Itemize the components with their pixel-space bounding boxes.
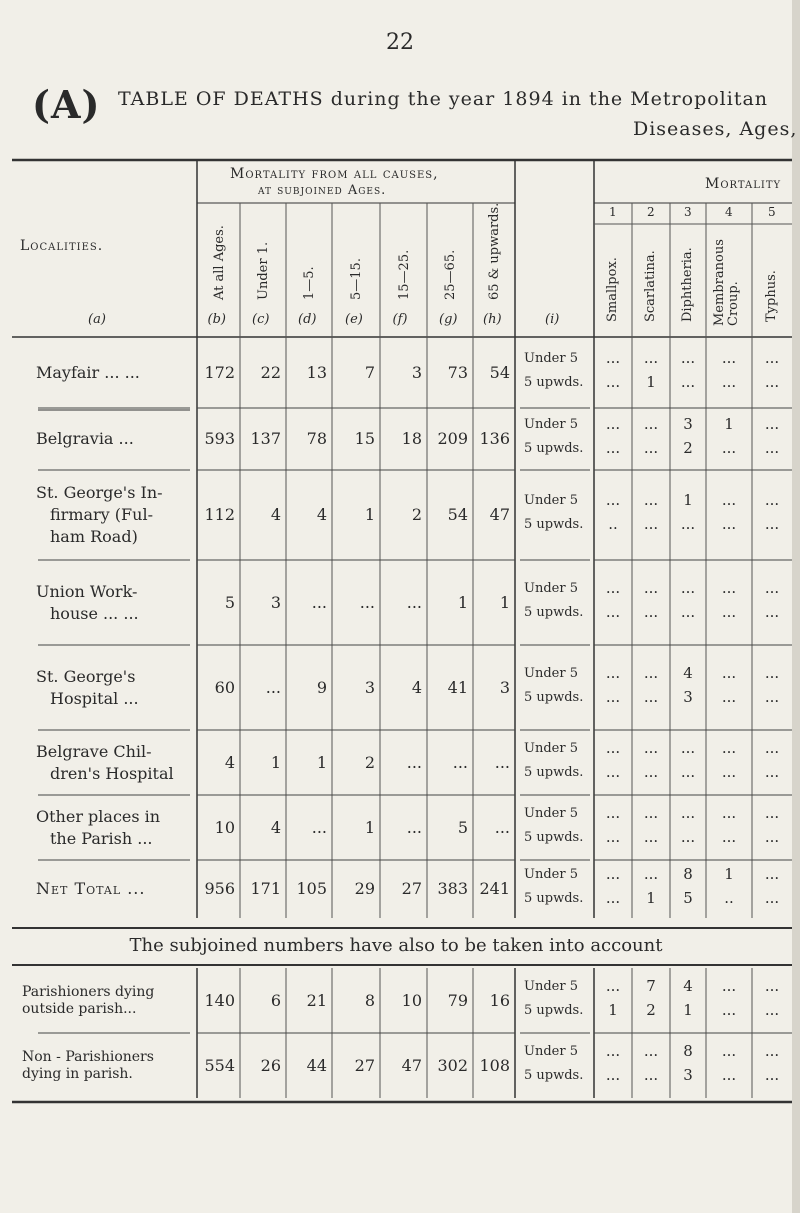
disease-col-header: Smallpox. [605, 257, 620, 322]
disease-value-upwards: ... [764, 687, 780, 706]
age-value: 2 [411, 505, 422, 524]
age-value: 5 [457, 817, 468, 837]
mortality-right-header: Mortality [705, 176, 782, 192]
disease-value-upwards: ... [643, 515, 659, 533]
age-value: 60 [214, 677, 235, 697]
age-value: 383 [437, 879, 468, 898]
age-value: 593 [204, 429, 235, 448]
disease-value-upwards: .. [608, 515, 618, 533]
locality-name: Net Total ... [36, 879, 146, 898]
age-value: ... [494, 752, 510, 772]
localities-col-letter: (a) [88, 312, 106, 327]
age-group-under5: Under 5 [524, 493, 578, 508]
disease-value-upwards: ... [680, 515, 696, 533]
age-value: 105 [296, 879, 327, 898]
disease-value-under5: ... [605, 415, 621, 433]
disease-value-upwards: 1 [683, 1000, 693, 1019]
age-group-under5: Under 5 [524, 805, 578, 821]
disease-value-under5: ... [721, 491, 737, 509]
age-value: 140 [204, 990, 235, 1010]
locality-name: Belgravia ... [36, 429, 134, 448]
age-col-letter: (e) [345, 312, 363, 327]
disease-value-under5: 3 [683, 415, 693, 433]
disease-value-under5: ... [764, 491, 780, 509]
disease-value-upwards: ... [643, 687, 659, 706]
disease-value-under5: ... [643, 865, 659, 883]
disease-value-upwards: ... [764, 827, 780, 846]
age-group-upwards: 5 upwds. [524, 374, 584, 390]
disease-value-upwards: ... [605, 1065, 621, 1084]
disease-value-under5: ... [764, 738, 780, 757]
age-value: 1 [316, 752, 327, 772]
disease-value-under5: ... [680, 803, 696, 822]
disease-value-upwards: ... [721, 515, 737, 533]
disease-value-under5: ... [764, 803, 780, 822]
age-value: 15 [354, 429, 375, 448]
age-group-upwards: 5 upwds. [524, 517, 584, 532]
age-value: 29 [354, 879, 375, 898]
locality-name: house ... ... [50, 603, 139, 623]
age-value: 3 [499, 677, 510, 697]
locality-name: the Parish ... [50, 828, 153, 848]
age-value: 54 [447, 505, 468, 524]
age-value: 3 [364, 677, 375, 697]
age-value: 10 [401, 990, 422, 1010]
disease-value-upwards: 2 [683, 439, 693, 457]
disease-value-upwards: ... [680, 827, 696, 846]
disease-value-under5: ... [764, 663, 780, 682]
disease-value-under5: ... [605, 491, 621, 509]
disease-value-under5: ... [680, 348, 696, 367]
locality-name: St. George's [36, 666, 136, 686]
disease-value-upwards: ... [605, 439, 621, 457]
age-group-col-letter: (i) [545, 312, 560, 327]
disease-value-upwards: 1 [646, 889, 656, 907]
disease-value-under5: ... [605, 1041, 621, 1060]
age-col-letter: (g) [439, 312, 458, 327]
age-group-under5: Under 5 [524, 978, 578, 994]
age-col-letter: (d) [298, 312, 317, 327]
disease-value-upwards: ... [721, 827, 737, 846]
disease-value-under5: ... [721, 348, 737, 367]
age-group-under5: Under 5 [524, 417, 578, 432]
age-value: 1 [364, 817, 375, 837]
disease-value-upwards: ... [764, 439, 780, 457]
age-group-upwards: 5 upwds. [524, 764, 584, 780]
locality-name: St. George's In- [36, 483, 163, 502]
disease-value-under5: ... [605, 578, 621, 597]
age-value: 44 [306, 1055, 327, 1075]
age-value: 554 [204, 1055, 235, 1075]
age-value: ... [311, 817, 327, 837]
age-col-letter: (c) [252, 312, 270, 327]
age-group-under5: Under 5 [524, 867, 578, 882]
disease-value-under5: ... [764, 1041, 780, 1060]
disease-value-upwards: ... [721, 762, 737, 781]
disease-value-upwards: ... [764, 602, 780, 621]
locality-name: Union Work- [36, 581, 138, 601]
disease-value-upwards: ... [721, 372, 737, 391]
age-value: 136 [479, 429, 510, 448]
age-col-header: 5—15. [349, 258, 364, 300]
age-col-letter: (f) [392, 312, 408, 327]
age-value: 4 [224, 752, 235, 772]
locality-name: firmary (Ful- [50, 505, 153, 524]
age-value: 22 [260, 362, 281, 382]
locality-name: Mayfair ... ... [36, 362, 140, 382]
age-value: ... [452, 752, 468, 772]
mortality-all-header-1: Mortality from all causes, [230, 166, 439, 182]
disease-value-upwards: ... [605, 687, 621, 706]
age-value: 6 [270, 990, 281, 1010]
disease-col-number: 4 [725, 205, 733, 219]
disease-value-under5: ... [721, 578, 737, 597]
age-group-upwards: 5 upwds. [524, 891, 584, 906]
disease-value-under5: ... [764, 865, 780, 883]
disease-value-upwards: .. [724, 889, 734, 907]
disease-value-upwards: ... [764, 889, 780, 907]
disease-value-upwards: ... [643, 602, 659, 621]
age-group-upwards: 5 upwds. [524, 1067, 584, 1083]
disease-value-under5: ... [605, 738, 621, 757]
disease-value-under5: ... [721, 663, 737, 682]
disease-col-header: Scarlatina. [643, 250, 658, 322]
age-value: 13 [306, 362, 327, 382]
age-col-header: 65 & upwards. [487, 202, 502, 300]
age-value: 112 [204, 505, 235, 524]
age-group-under5: Under 5 [524, 740, 578, 756]
age-col-header: Under 1. [256, 241, 271, 300]
age-value: 4 [270, 505, 281, 524]
disease-value-under5: 1 [724, 415, 734, 433]
age-value: 1 [457, 592, 468, 612]
age-value: 78 [306, 429, 327, 448]
age-value: 47 [489, 505, 510, 524]
age-value: ... [406, 752, 422, 772]
disease-value-under5: ... [643, 491, 659, 509]
age-col-header: 25—65. [443, 249, 458, 300]
disease-value-upwards: ... [605, 762, 621, 781]
disease-value-under5: ... [605, 348, 621, 367]
disease-value-under5: ... [605, 803, 621, 822]
title-line-2: Diseases, Ages, [633, 118, 798, 140]
age-value: 108 [479, 1055, 510, 1075]
disease-value-under5: ... [605, 663, 621, 682]
age-value: 27 [354, 1055, 375, 1075]
disease-value-upwards: ... [764, 762, 780, 781]
locality-name: dying in parish. [22, 1065, 133, 1082]
disease-value-upwards: ... [721, 1000, 737, 1019]
disease-value-under5: ... [680, 578, 696, 597]
section-mark: (A) [32, 82, 101, 127]
age-value: 21 [306, 990, 327, 1010]
age-col-header: 1—5. [302, 266, 317, 300]
age-value: 2 [364, 752, 375, 772]
disease-value-upwards: ... [721, 1065, 737, 1084]
disease-value-upwards: 5 [683, 889, 693, 907]
locality-name: Other places in [36, 806, 161, 826]
disease-value-under5: ... [643, 348, 659, 367]
locality-name: Hospital ... [50, 688, 139, 708]
age-col-letter: (h) [483, 312, 502, 327]
disease-value-upwards: ... [605, 372, 621, 391]
age-col-header: At all Ages. [211, 225, 227, 300]
mortality-all-header-2: at subjoined Ages. [258, 183, 387, 198]
age-value: ... [494, 817, 510, 837]
age-value: 18 [401, 429, 422, 448]
age-value: 209 [437, 429, 468, 448]
disease-col-number: 2 [647, 205, 655, 219]
age-value: 9 [316, 677, 327, 697]
disease-value-upwards: 1 [608, 1000, 618, 1019]
disease-value-upwards: ... [721, 687, 737, 706]
disease-value-under5: ... [721, 738, 737, 757]
disease-value-upwards: ... [764, 1065, 780, 1084]
age-value: 47 [401, 1055, 422, 1075]
disease-value-upwards: ... [721, 439, 737, 457]
disease-col-header: Diphtheria. [680, 247, 695, 322]
disease-value-under5: ... [643, 578, 659, 597]
disease-value-under5: 8 [683, 1041, 693, 1060]
disease-col-header: Membranous Croup. [712, 239, 741, 326]
age-group-under5: Under 5 [524, 1043, 578, 1059]
age-value: ... [359, 592, 375, 612]
disease-value-upwards: ... [680, 762, 696, 781]
age-value: 1 [270, 752, 281, 772]
age-value: 7 [364, 362, 375, 382]
age-value: 1 [499, 592, 510, 612]
disease-value-upwards: 3 [683, 1065, 693, 1084]
locality-name: Belgrave Chil- [36, 741, 152, 761]
age-value: 241 [479, 879, 510, 898]
age-group-upwards: 5 upwds. [524, 1002, 584, 1018]
age-group-upwards: 5 upwds. [524, 689, 584, 705]
disease-value-upwards: 2 [646, 1000, 656, 1019]
age-value: 956 [204, 879, 235, 898]
disease-value-under5: ... [643, 1041, 659, 1060]
disease-value-under5: ... [764, 976, 780, 995]
disease-col-number: 5 [768, 205, 776, 219]
disease-value-upwards: ... [680, 372, 696, 391]
disease-value-upwards: ... [643, 762, 659, 781]
subjoined-note: The subjoined numbers have also to be taken into account [129, 935, 663, 956]
age-value: 4 [316, 505, 327, 524]
age-value: 54 [489, 362, 510, 382]
age-value: 3 [411, 362, 422, 382]
disease-value-under5: ... [643, 803, 659, 822]
age-value: 4 [270, 817, 281, 837]
disease-value-under5: ... [605, 976, 621, 995]
age-value: ... [406, 817, 422, 837]
age-group-under5: Under 5 [524, 665, 578, 681]
disease-value-under5: ... [605, 865, 621, 883]
disease-value-under5: ... [721, 803, 737, 822]
disease-col-number: 3 [684, 205, 692, 219]
disease-value-under5: ... [643, 738, 659, 757]
disease-value-under5: 1 [683, 491, 693, 509]
age-value: 1 [364, 505, 375, 524]
age-value: 4 [411, 677, 422, 697]
page-number: 22 [386, 30, 414, 55]
age-value: ... [265, 677, 281, 697]
age-group-upwards: 5 upwds. [524, 441, 584, 456]
disease-value-under5: ... [721, 976, 737, 995]
disease-col-number: 1 [609, 205, 617, 219]
disease-value-under5: 4 [683, 976, 693, 995]
age-group-upwards: 5 upwds. [524, 829, 584, 845]
age-value: 26 [260, 1055, 281, 1075]
locality-name: outside parish... [22, 1000, 137, 1017]
title-line-1: TABLE OF DEATHS during the year 1894 in the Metropolitan [118, 88, 769, 110]
age-value: 172 [204, 362, 235, 382]
disease-value-upwards: ... [680, 602, 696, 621]
age-value: 3 [270, 592, 281, 612]
age-group-upwards: 5 upwds. [524, 604, 584, 620]
disease-value-under5: ... [680, 738, 696, 757]
age-value: 79 [447, 990, 468, 1010]
disease-value-under5: ... [643, 663, 659, 682]
disease-value-under5: 8 [683, 865, 693, 883]
disease-value-upwards: ... [643, 1065, 659, 1084]
disease-value-upwards: 3 [683, 687, 693, 706]
age-col-header: 15—25. [396, 249, 412, 300]
localities-header: Localities. [20, 238, 104, 254]
disease-value-upwards: 1 [646, 372, 656, 391]
age-value: 137 [250, 429, 281, 448]
disease-value-under5: ... [764, 578, 780, 597]
age-value: 73 [447, 362, 468, 382]
disease-value-under5: 4 [683, 663, 693, 682]
disease-value-upwards: ... [764, 515, 780, 533]
age-value: 5 [224, 592, 235, 612]
age-group-under5: Under 5 [524, 580, 578, 596]
locality-name: Non - Parishioners [22, 1048, 154, 1065]
age-value: 8 [364, 990, 375, 1010]
age-value: 171 [250, 879, 281, 898]
age-value: ... [311, 592, 327, 612]
disease-value-upwards: ... [721, 602, 737, 621]
disease-value-under5: ... [643, 415, 659, 433]
locality-name: ham Road) [50, 527, 138, 546]
age-value: 16 [489, 990, 510, 1010]
disease-value-upwards: ... [605, 602, 621, 621]
disease-value-upwards: ... [764, 372, 780, 391]
disease-value-upwards: ... [764, 1000, 780, 1019]
age-group-under5: Under 5 [524, 350, 578, 366]
disease-value-under5: ... [764, 415, 780, 433]
disease-value-upwards: ... [643, 827, 659, 846]
age-value: ... [406, 592, 422, 612]
disease-value-under5: ... [764, 348, 780, 367]
age-value: 302 [437, 1055, 468, 1075]
age-value: 41 [447, 677, 468, 697]
age-col-letter: (b) [207, 312, 226, 327]
disease-value-under5: ... [721, 1041, 737, 1060]
disease-value-upwards: ... [605, 827, 621, 846]
disease-value-upwards: ... [605, 889, 621, 907]
locality-name: Parishioners dying [22, 983, 155, 1000]
disease-value-under5: 7 [646, 976, 656, 995]
locality-name: dren's Hospital [50, 763, 174, 783]
disease-col-header: Typhus. [764, 270, 779, 322]
disease-value-under5: 1 [724, 865, 734, 883]
age-value: 10 [214, 817, 235, 837]
age-value: 27 [401, 879, 422, 898]
disease-value-upwards: ... [643, 439, 659, 457]
